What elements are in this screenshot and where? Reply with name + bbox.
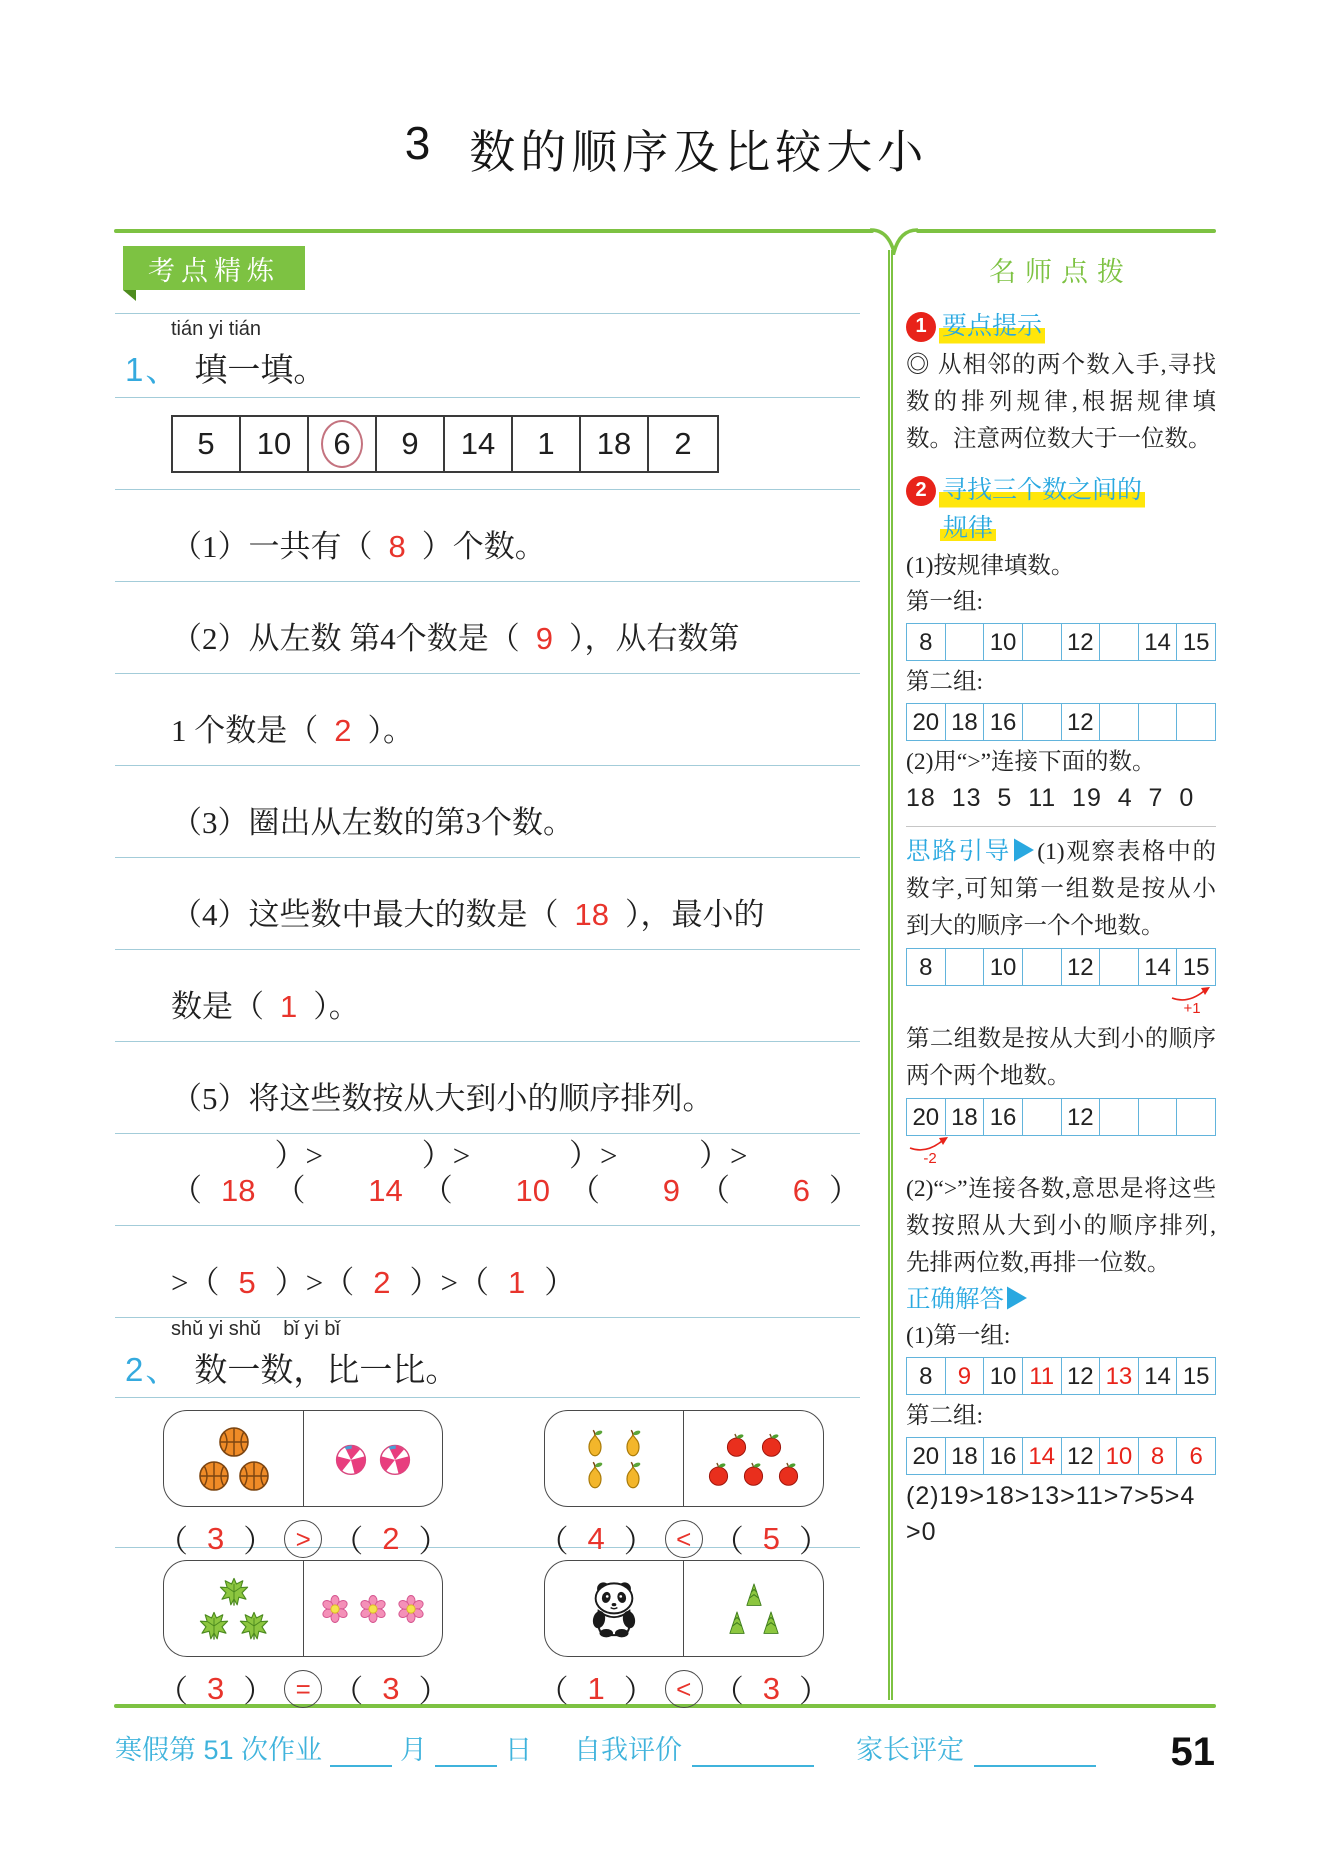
comparison-panda-vs-bamboo bbox=[538, 1560, 831, 1711]
solution-group2-label: 第二组: bbox=[906, 1403, 984, 1430]
seq-cell: 8 bbox=[907, 624, 946, 660]
comparison-row-2 bbox=[115, 1548, 860, 1709]
answer-red: 2 bbox=[334, 713, 352, 749]
answer-red: 3 bbox=[382, 1670, 400, 1706]
card-left-half bbox=[545, 1561, 684, 1656]
answer-red: 8 bbox=[388, 529, 406, 565]
bamboo-shoot-icon bbox=[758, 1610, 784, 1636]
comparison-answer: （ 3 ） = （ 3 ） bbox=[157, 1670, 450, 1709]
section-badge: 考点精炼 bbox=[123, 246, 305, 290]
seq-cell: 10 bbox=[984, 949, 1023, 985]
answer-red: 2 bbox=[373, 1265, 391, 1301]
answer-red: 3 bbox=[207, 1670, 225, 1706]
exercise2-number: 2、 bbox=[125, 1351, 181, 1388]
group2-label: 第二组: bbox=[906, 669, 984, 696]
seq-cell-blank bbox=[1100, 949, 1139, 985]
bracket-ornament bbox=[870, 227, 918, 255]
basketball-icon bbox=[198, 1460, 230, 1492]
question-4-line1: （4）这些数中最大的数是（ 18 ），最小的 bbox=[115, 858, 860, 950]
comparison-row-1 bbox=[115, 1398, 860, 1559]
picture-card bbox=[163, 1560, 443, 1657]
question-2-line1: （2）从左数 第4个数是（ 9 ），从右数第 bbox=[115, 582, 860, 674]
page-title bbox=[0, 116, 1333, 182]
exercise-column bbox=[115, 244, 861, 1709]
flower-icon bbox=[358, 1594, 388, 1624]
seq-cell: 16 bbox=[984, 704, 1023, 740]
pear-icon bbox=[618, 1428, 648, 1458]
guide-paragraph-3: (2)“>”连接各数,意思是将这些数按照从大到小的顺序排列,先排两位数,再排一位数。 bbox=[906, 1176, 1216, 1277]
ordering-answer-line1: （ 18 ）>（ 14 ）>（ 10 ）>（ 9 ）>（ 6 ） bbox=[115, 1134, 860, 1226]
seq-cell-answer: 8 bbox=[1139, 1438, 1178, 1474]
card-left-half bbox=[545, 1411, 684, 1506]
circled-operator: > bbox=[284, 1520, 322, 1558]
basketball-icon bbox=[218, 1426, 250, 1458]
flower-icon bbox=[320, 1594, 350, 1624]
top-rule-right bbox=[916, 229, 1216, 233]
seq-cell: 10 bbox=[984, 1358, 1023, 1394]
seq-cell-blank bbox=[1100, 1099, 1139, 1135]
beach-ball-icon bbox=[333, 1441, 369, 1477]
tip1-number-badge: 1 bbox=[906, 312, 936, 342]
tip1-title-row bbox=[906, 308, 1216, 345]
number-cell: 10 bbox=[241, 417, 309, 471]
card-left-half bbox=[164, 1411, 303, 1506]
seq-cell: 15 bbox=[1182, 953, 1210, 981]
number-cell: 9 bbox=[377, 417, 445, 471]
question-3: （3）圈出从左数的第3个数。 bbox=[115, 766, 860, 858]
number-cell: 18 bbox=[581, 417, 649, 471]
seq-cell-blank bbox=[1100, 624, 1139, 660]
tip2-title-line2: 规律 bbox=[940, 514, 996, 542]
tip1-body: ◎ 从相邻的两个数入手,寻找数的排列规律,根据规律填数。注意两位数大于一位数。 bbox=[906, 352, 1216, 453]
maple-leaf-icon bbox=[198, 1610, 230, 1642]
number-cell: 5 bbox=[173, 417, 241, 471]
seq-cell: 16 bbox=[984, 1099, 1023, 1135]
basketball-icon bbox=[238, 1460, 270, 1492]
answer-red: 4 bbox=[587, 1520, 605, 1556]
answer-red: 9 bbox=[662, 1173, 680, 1209]
comparison-answer: （ 1 ） < （ 3 ） bbox=[537, 1670, 830, 1709]
guide-table-1 bbox=[906, 948, 1216, 986]
self-eval-blank bbox=[692, 1741, 814, 1767]
tip2-q2-label: (2)用“>”连接下面的数。 bbox=[906, 749, 1156, 776]
seq-cell: 12 bbox=[1062, 624, 1101, 660]
seq-cell: 20 bbox=[907, 704, 946, 740]
question-4-line2: 数是（ 1 ）。 bbox=[115, 950, 860, 1042]
picture-card bbox=[163, 1410, 443, 1507]
tip2-title-row bbox=[906, 472, 1216, 509]
solution-group1-label: (1)第一组: bbox=[906, 1323, 1011, 1350]
exercise2-heading bbox=[115, 1318, 860, 1398]
maple-leaf-icon bbox=[238, 1610, 270, 1642]
answer-red: 10 bbox=[515, 1173, 550, 1209]
bamboo-shoot-icon bbox=[724, 1610, 750, 1636]
seq-cell-blank bbox=[1177, 704, 1215, 740]
maple-leaf-icon bbox=[218, 1576, 250, 1608]
answer-red: 6 bbox=[792, 1173, 811, 1209]
seq-cell-blank bbox=[1023, 1099, 1062, 1135]
exercise1-pinyin: tián yi tián bbox=[171, 318, 262, 340]
answer-red: 14 bbox=[368, 1173, 403, 1209]
question-5: （5）将这些数按从大到小的顺序排列。 bbox=[115, 1042, 860, 1134]
section-badge-row bbox=[115, 244, 860, 314]
sidebar-header: 名师点拨 bbox=[989, 257, 1133, 287]
comparison-basketball-vs-beachball bbox=[157, 1410, 450, 1561]
seq-cell: 18 bbox=[946, 1099, 985, 1135]
exercise1-number-table bbox=[171, 415, 719, 473]
seq-cell-blank bbox=[1139, 1099, 1178, 1135]
exercise1-title: 填一填。 bbox=[194, 351, 327, 388]
tip2-number-badge: 2 bbox=[906, 476, 936, 506]
seq-cell: 20 bbox=[907, 1099, 946, 1135]
circled-operator: = bbox=[284, 1670, 322, 1708]
seq-cell: 12 bbox=[1062, 949, 1101, 985]
ordering-answer-line2: >（ 5 ）>（ 2 ）>（ 1 ） bbox=[115, 1226, 860, 1318]
picture-card bbox=[544, 1410, 824, 1507]
guide-paragraph-1: 思路引导▶(1)观察表格中的数字,可知第一组数是按从小到大的顺序一个个地数。 bbox=[906, 838, 1217, 940]
seq-cell: 8 bbox=[907, 949, 946, 985]
seq-cell: 12 bbox=[1062, 1099, 1101, 1135]
page-number: 51 bbox=[1170, 1730, 1215, 1774]
seq-cell: 8 bbox=[907, 1358, 946, 1394]
seq-cell: 12 bbox=[1062, 1438, 1101, 1474]
seq-cell: 14 bbox=[1139, 1358, 1178, 1394]
comparison-pear-vs-apple bbox=[538, 1410, 831, 1561]
answer-red: 2 bbox=[382, 1520, 400, 1556]
number-cell: 14 bbox=[445, 417, 513, 471]
flower-icon bbox=[396, 1594, 426, 1624]
apple-icon bbox=[775, 1460, 802, 1487]
exercise2-pinyin: shǔ yi shǔ bǐ yi bǐ bbox=[171, 1318, 340, 1340]
answer-red: 18 bbox=[574, 897, 609, 933]
seq-cell: 18 bbox=[946, 704, 985, 740]
answer-red: 3 bbox=[207, 1520, 225, 1556]
question-2-line2: 1 个数是（ 2 ）。 bbox=[115, 674, 860, 766]
tip2-title-line1: 寻找三个数之间的 bbox=[939, 472, 1145, 509]
seq-cell-answer: 9 bbox=[946, 1358, 985, 1394]
self-eval-label: 自我评价 bbox=[574, 1735, 683, 1765]
guide-label: 思路引导▶ bbox=[906, 838, 1038, 866]
page-footer bbox=[115, 1722, 1215, 1774]
seq-cell: 16 bbox=[984, 1438, 1023, 1474]
chapter-number: 3 bbox=[404, 117, 436, 169]
apple-icon bbox=[758, 1431, 785, 1458]
parent-eval-label: 家长评定 bbox=[856, 1735, 965, 1765]
seq-cell-answer: 6 bbox=[1189, 1442, 1203, 1470]
seq-cell: 10 bbox=[984, 624, 1023, 660]
answer-red: 3 bbox=[762, 1670, 780, 1706]
answer-red: 1 bbox=[507, 1265, 526, 1301]
answer-red: 9 bbox=[535, 621, 553, 657]
teacher-tips-sidebar bbox=[906, 252, 1216, 1550]
card-right-half bbox=[683, 1561, 823, 1656]
apple-icon bbox=[723, 1431, 750, 1458]
seq-cell: 12 bbox=[1062, 1358, 1101, 1394]
seq-cell-answer: 10 bbox=[1100, 1438, 1139, 1474]
solution-label: 正确解答▶ bbox=[906, 1286, 1029, 1314]
sidebar-divider bbox=[906, 826, 1216, 827]
homework-label: 寒假第 51 次作业 bbox=[115, 1735, 323, 1765]
seq-cell-blank bbox=[1139, 704, 1178, 740]
plus-one-annotation: +1 bbox=[906, 987, 1216, 1019]
group1-label: 第一组: bbox=[906, 589, 984, 616]
solution-table-1 bbox=[906, 1357, 1216, 1395]
month-label: 月 bbox=[400, 1735, 428, 1765]
seq-cell-answer: 14 bbox=[1023, 1438, 1062, 1474]
seq-cell: 14 bbox=[1139, 949, 1178, 985]
answer-red: 5 bbox=[238, 1265, 256, 1301]
comparison-answer: （ 3 ） > （ 2 ） bbox=[157, 1520, 450, 1559]
tip2-q1-label: (1)按规律填数。 bbox=[906, 553, 1075, 580]
seq-cell-answer: 13 bbox=[1100, 1358, 1139, 1394]
card-right-half bbox=[303, 1411, 443, 1506]
pear-icon bbox=[618, 1460, 648, 1490]
card-right-half bbox=[303, 1561, 443, 1656]
day-label: 日 bbox=[505, 1735, 533, 1765]
seq-cell: 18 bbox=[946, 1438, 985, 1474]
red-circle-mark: 6 bbox=[321, 420, 363, 468]
bamboo-shoot-icon bbox=[741, 1582, 767, 1608]
exercise1-table-row bbox=[115, 398, 860, 490]
seq-cell-blank bbox=[1023, 949, 1062, 985]
card-right-half bbox=[683, 1411, 823, 1506]
guide-table-2 bbox=[906, 1098, 1216, 1136]
solution-table-2 bbox=[906, 1437, 1216, 1475]
seq-cell-blank bbox=[946, 949, 985, 985]
parent-eval-blank bbox=[974, 1741, 1096, 1767]
seq-cell-blank bbox=[946, 624, 985, 660]
seq-cell: 14 bbox=[1139, 624, 1178, 660]
answer-red: 18 bbox=[221, 1173, 256, 1209]
seq-cell: 12 bbox=[1062, 704, 1101, 740]
column-divider bbox=[888, 250, 893, 1700]
exercise2-title: 数一数，比一比。 bbox=[194, 1351, 459, 1388]
exercise1-heading bbox=[115, 314, 860, 398]
chapter-title: 数的顺序及比较大小 bbox=[469, 126, 929, 178]
pear-icon bbox=[580, 1460, 610, 1490]
answer-red: 1 bbox=[587, 1670, 605, 1706]
tip1-title: 要点提示 bbox=[939, 308, 1045, 345]
seq-cell-answer: 11 bbox=[1023, 1358, 1062, 1394]
circled-operator: < bbox=[665, 1670, 703, 1708]
guide-paragraph-2: 第二组数是按从大到小的顺序两个两个地数。 bbox=[906, 1026, 1216, 1090]
seq-cell: 15 bbox=[1182, 1362, 1210, 1390]
number-cell: 1 bbox=[513, 417, 581, 471]
apple-icon bbox=[705, 1460, 732, 1487]
seq-cell-blank bbox=[1177, 1099, 1215, 1135]
day-blank bbox=[435, 1741, 497, 1767]
beach-ball-icon bbox=[377, 1441, 413, 1477]
answer-red: 5 bbox=[762, 1520, 780, 1556]
answer-red: 1 bbox=[280, 989, 298, 1025]
apple-icon bbox=[740, 1460, 767, 1487]
exercise1-number: 1、 bbox=[125, 351, 181, 388]
top-rule-left bbox=[114, 229, 874, 233]
solution-answer2-line1: (2)19>18>13>11>7>5>4 bbox=[906, 1482, 1196, 1511]
card-left-half bbox=[164, 1561, 303, 1656]
seq-cell: 15 bbox=[1182, 628, 1210, 656]
comparison-answer: （ 4 ） < （ 5 ） bbox=[537, 1520, 830, 1559]
group1-table bbox=[906, 623, 1216, 661]
seq-cell-blank bbox=[1023, 624, 1062, 660]
solution-answer2-line2: >0 bbox=[906, 1518, 937, 1547]
number-cell: 2 bbox=[674, 425, 692, 461]
circled-operator: < bbox=[665, 1520, 703, 1558]
number-cell-circled bbox=[309, 417, 377, 471]
question-1: （1）一共有（ 8 ）个数。 bbox=[115, 490, 860, 582]
pear-icon bbox=[580, 1428, 610, 1458]
seq-cell-blank bbox=[1100, 704, 1139, 740]
minus-two-annotation: -2 bbox=[906, 1137, 1216, 1169]
panda-icon bbox=[585, 1580, 643, 1638]
seq-cell: 20 bbox=[907, 1438, 946, 1474]
picture-card bbox=[544, 1560, 824, 1657]
seq-cell-blank bbox=[1023, 704, 1062, 740]
comparison-leaf-vs-flower bbox=[157, 1560, 450, 1711]
month-blank bbox=[330, 1741, 392, 1767]
tip2-q2-numbers: 18 13 5 11 19 4 7 0 bbox=[906, 784, 1195, 813]
group2-table bbox=[906, 703, 1216, 741]
